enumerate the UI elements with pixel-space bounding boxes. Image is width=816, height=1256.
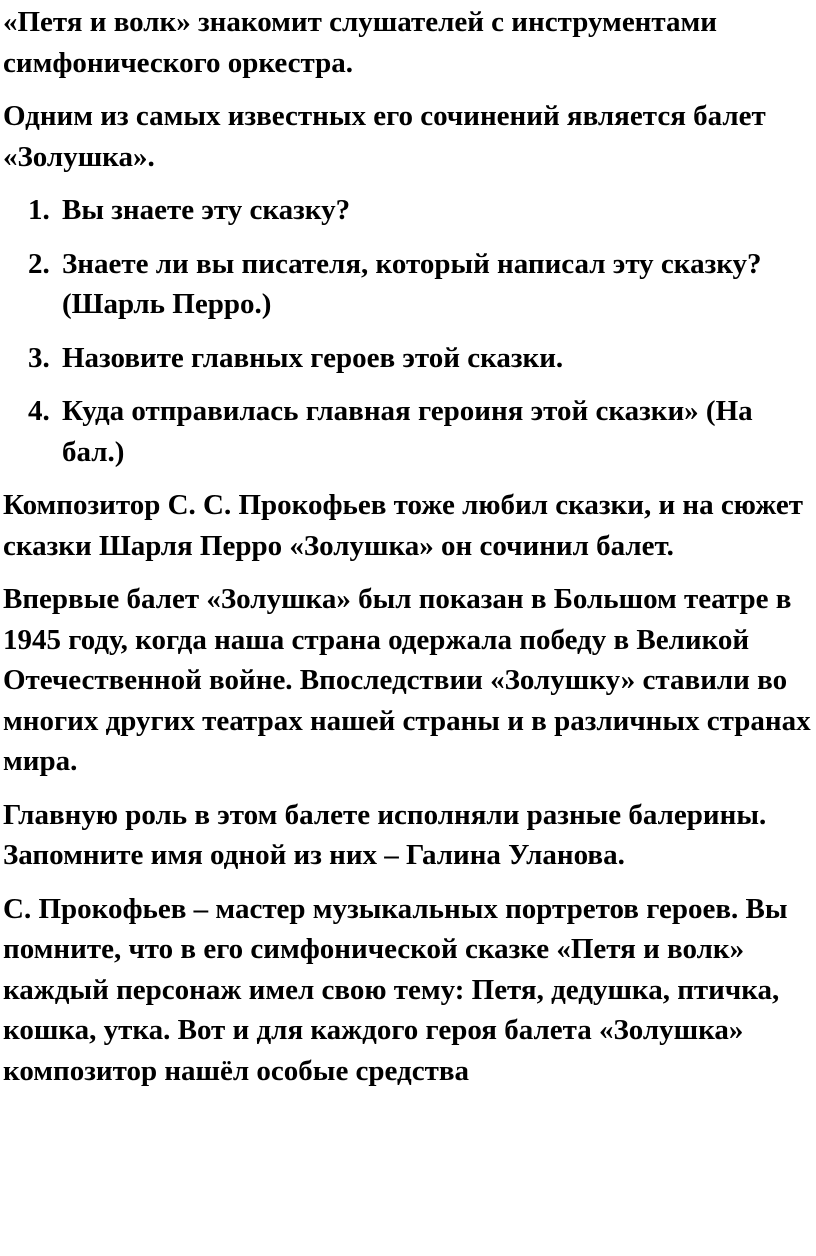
question-number: 3.: [28, 341, 50, 374]
question-item: [3, 190, 816, 231]
question-text: Знаете ли вы писателя, который написал эту сказку? (Шарль Перро.): [62, 247, 762, 320]
paragraph-peter-and-wolf: «Петя и волк» знакомит слушателей с инструментами симфонического оркестра.: [3, 6, 717, 79]
document-page: [3, 2, 816, 1104]
paragraph-premiere: Впервые балет «Золушка» был показан в Большом театре в 1945 году, когда наша страна одержала победу в Великой Отечественной войне. Впоследствии «Золушку» ставили во многих других театрах нашей страны и в различных странах мира.: [3, 583, 811, 777]
question-item: [3, 338, 816, 379]
question-text: Вы знаете эту сказку?: [62, 194, 351, 226]
question-number: 2.: [28, 247, 50, 280]
question-text: Куда отправилась главная героиня этой сказки» (На бал.): [62, 395, 753, 468]
questions-list: [3, 190, 816, 472]
paragraph-cinderella-ballet: Одним из самых известных его сочинений является балет «Золушка».: [3, 100, 766, 173]
paragraph-composer: Композитор С. С. Прокофьев тоже любил сказки, и на сюжет сказки Шарля Перро «Золушка» он сочинил балет.: [3, 489, 803, 562]
paragraph-ballerinas: Главную роль в этом балете исполняли разные балерины. Запомните имя одной из них – Галина Уланова.: [3, 798, 767, 871]
paragraph-musical-portraits: С. Прокофьев – мастер музыкальных портретов героев. Вы помните, что в его симфонической сказке «Петя и волк» каждый персонаж имел свою тему: Петя, дедушка, птичка, кошка, утка. Вот и для каждого героя балета «Золушка» композитор нашёл особые средства: [3, 892, 788, 1087]
question-item: [3, 244, 816, 325]
question-number: 4.: [28, 395, 50, 427]
question-number: 1.: [28, 194, 50, 226]
question-text: Назовите главных героев этой сказки.: [62, 341, 564, 374]
question-item: [3, 391, 816, 472]
